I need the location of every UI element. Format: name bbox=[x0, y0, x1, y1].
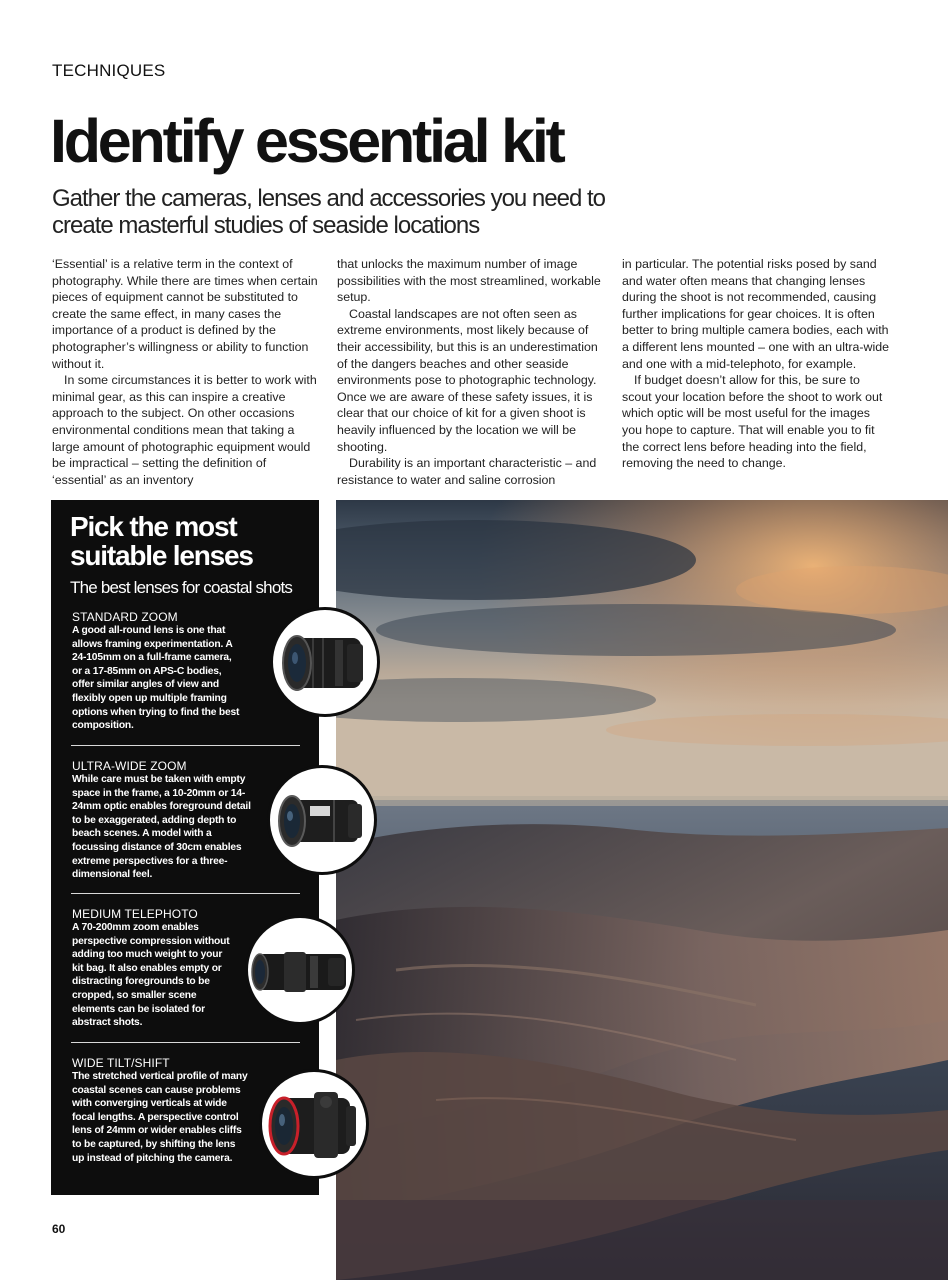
standfirst: Gather the cameras, lenses and accessories you need to create masterful studies of seaside locations bbox=[52, 185, 606, 239]
coastal-rock-photo bbox=[336, 500, 948, 1280]
lens-description: While care must be taken with empty space in the frame, a 10-20mm or 14-24mm optic enables foreground detail to be exaggerated, adding depth to beach scenes. A model with a focussing distance of 30cm enables extreme perspectives for a three-dimensional feel. bbox=[72, 774, 251, 881]
lens-heading: ULTRA-WIDE ZOOM bbox=[72, 759, 187, 773]
sidebar-title-line1: Pick the most bbox=[70, 511, 237, 542]
lens-description: A 70-200mm zoom enables perspective compression without adding too much weight to your kit bag. It also enables empty or distracting foregrounds to be cropped, so smaller scene elements can be isolated for abstract shots. bbox=[72, 922, 230, 1029]
lens-heading: STANDARD ZOOM bbox=[72, 610, 178, 624]
body-column-1 bbox=[52, 256, 320, 488]
body-paragraph: In some circumstances it is better to work with minimal gear, as this can inspire a creative approach to the subject. On other occasions environmental conditions mean that taking a large amount of photographic equipment would be impractical – setting the definition of ‘essential’ as an inventory bbox=[52, 373, 317, 487]
seascape-illustration bbox=[336, 500, 948, 1280]
page-number: 60 bbox=[52, 1222, 66, 1236]
headline: Identify essential kit bbox=[50, 107, 563, 175]
telephoto-lens-icon bbox=[248, 918, 352, 1022]
sidebar-divider bbox=[71, 745, 300, 746]
body-paragraph: Durability is an important characteristic – and resistance to water and saline corrosion bbox=[337, 456, 597, 487]
sidebar-title bbox=[70, 512, 253, 570]
lens-heading: WIDE TILT/SHIFT bbox=[72, 1056, 170, 1070]
lens-entry-ultra-wide-zoom bbox=[72, 759, 300, 882]
body-paragraph: ‘Essential’ is a relative term in the context of photography. While there are times when certain pieces of equipment cannot be substituted to create the same effect, in many cases the importance of a product is defined by the photographer’s willingness or ability to function without it. bbox=[52, 257, 318, 371]
ultra-wide-zoom-lens-icon bbox=[270, 768, 374, 872]
sidebar-divider bbox=[71, 893, 300, 894]
lens-entry-standard-zoom bbox=[72, 610, 300, 733]
sidebar-subtitle: The best lenses for coastal shots bbox=[70, 578, 293, 597]
body-paragraph: in particular. The potential risks posed by sand and water often means that changing lenses during the shoot is not recommended, causing further implications for gear choices. It is often better to bring multiple camera bodies, each with a different lens mounted – one with an ultra-wide and one with a mid-telephoto, for example. bbox=[622, 257, 890, 371]
lens-heading: MEDIUM TELEPHOTO bbox=[72, 907, 198, 921]
section-label: TECHNIQUES bbox=[52, 61, 166, 80]
sidebar-divider bbox=[71, 1042, 300, 1043]
standard-zoom-lens-icon bbox=[273, 610, 377, 714]
body-paragraph: that unlocks the maximum number of image possibilities with the most streamlined, workable setup. bbox=[337, 257, 601, 305]
tilt-shift-lens-icon bbox=[262, 1072, 366, 1176]
body-paragraph: If budget doesn’t allow for this, be sure to scout your location before the shoot to work out which optic will be most useful for the images you hope to capture. That will enable you to fit the correct lens before heading into the field, removing the need to change. bbox=[622, 373, 883, 471]
body-paragraph: Coastal landscapes are not often seen as extreme environments, most likely because of their accessibility, but this is an underestimation of the dangers beaches and other seaside environments pose to photographic technology. Once we are aware of these safety issues, it is clear that our choice of kit for a given shoot is heavily influenced by the location we will be shooting. bbox=[337, 306, 598, 454]
body-column-3 bbox=[622, 256, 890, 472]
sidebar-title-line2: suitable lenses bbox=[70, 540, 253, 571]
lens-description: A good all-round lens is one that allows framing experimentation. A 24-105mm on a full-frame camera, or a 17-85mm on APS-C bodies, offer similar angles of view and flexibly open up multiple framing options when trying to find the best composition. bbox=[72, 625, 240, 732]
body-column-2 bbox=[337, 256, 605, 488]
lens-description: The stretched vertical profile of many coastal scenes can cause problems with converging verticals at wide focal lengths. A perspective control lens of 24mm or wider enables cliffs to be captured, by shifting the lens up instead of pitching the camera. bbox=[72, 1071, 248, 1164]
